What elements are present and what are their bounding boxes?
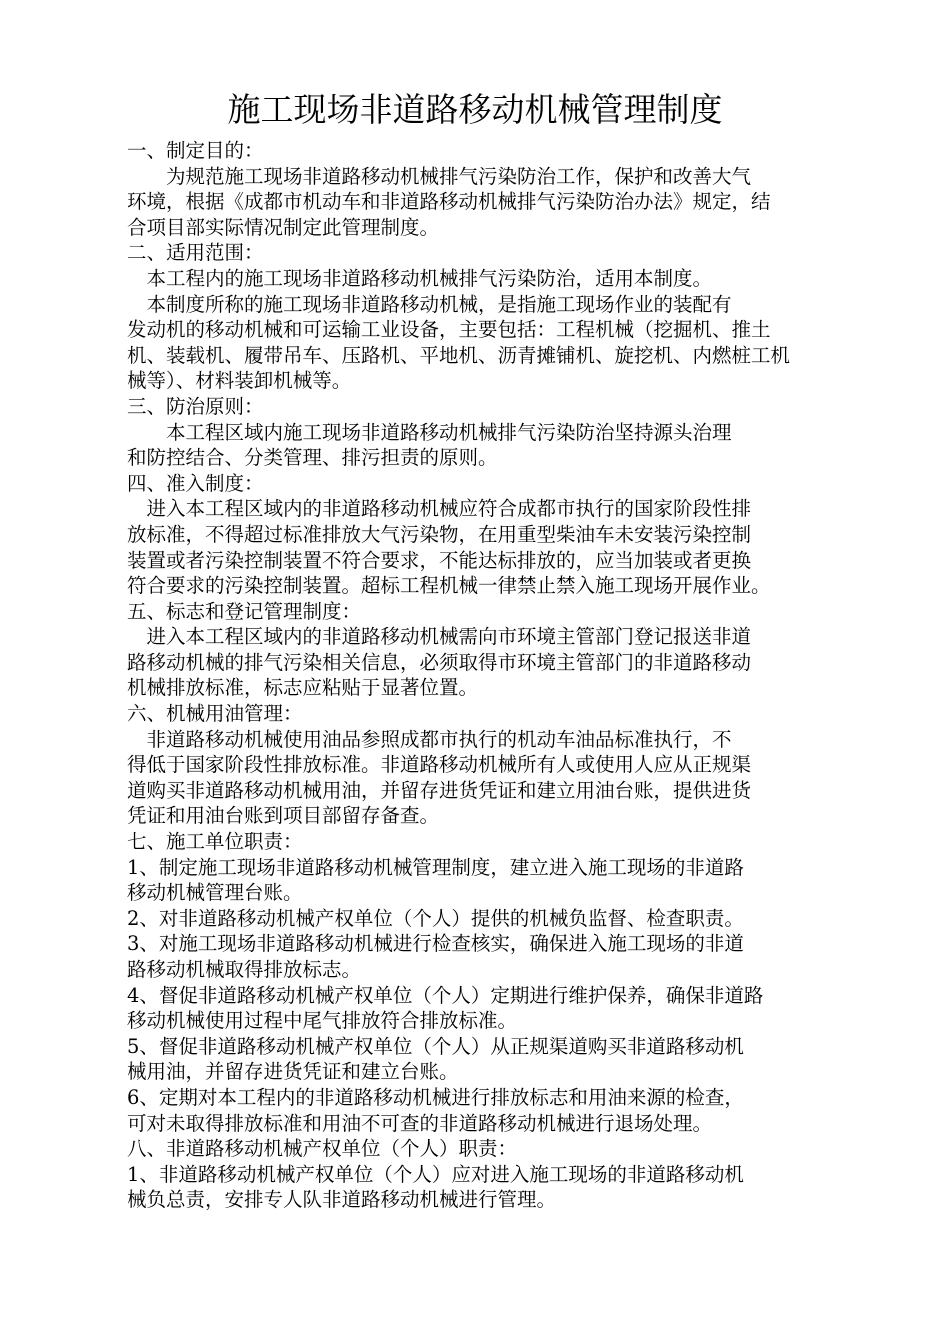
body-line: 凭证和用油台账到项目部留存备查。: [127, 804, 440, 828]
body-line: 5、督促非道路移动机械产权单位（个人）从正规渠道购买非道路移动机: [127, 1034, 744, 1058]
body-line: 1、制定施工现场非道路移动机械管理制度，建立进入施工现场的非道路: [127, 855, 744, 879]
body-line: 机、装载机、履带吊车、压路机、平地机、沥青摊铺机、旋挖机、内燃桩工机: [127, 343, 791, 367]
body-line: 械用油，并留存进货凭证和建立台账。: [127, 1060, 459, 1084]
body-line: 进入本工程区域内的非道路移动机械应符合成都市执行的国家阶段性排: [127, 497, 752, 521]
body-line: 路移动机械的排气污染相关信息，必须取得市环境主管部门的非道路移动: [127, 650, 752, 674]
body-line: 3、对施工现场非道路移动机械进行检查核实，确保进入施工现场的非道: [127, 932, 744, 956]
body-line: 本工程区域内施工现场非道路移动机械排气污染防治坚持源头治理: [127, 420, 732, 444]
body-line: 移动机械管理台账。: [127, 881, 303, 905]
body-line: 2、对非道路移动机械产权单位（个人）提供的机械负监督、检查职责。: [127, 906, 744, 930]
document-title: 施工现场非道路移动机械管理制度: [227, 90, 723, 129]
body-line: 二、适用范围：: [127, 241, 264, 265]
body-line: 发动机的移动机械和可运输工业设备，主要包括：工程机械（挖掘机、推土: [127, 318, 771, 342]
body-line: 三、防治原则：: [127, 394, 264, 418]
body-line: 放标准，不得超过标准排放大气污染物，在用重型柴油车未安装污染控制: [127, 522, 752, 546]
body-line: 为规范施工现场非道路移动机械排气污染防治工作，保护和改善大气: [127, 164, 752, 188]
body-line: 合项目部实际情况制定此管理制度。: [127, 215, 440, 239]
body-line: 6、定期对本工程内的非道路移动机械进行排放标志和用油来源的检查，: [127, 1085, 744, 1109]
body-line: 符合要求的污染控制装置。超标工程机械一律禁止禁入施工现场开展作业。: [127, 574, 771, 598]
document-body: [127, 138, 841, 1213]
body-line: 械负总责，安排专人队非道路移动机械进行管理。: [127, 1188, 557, 1212]
body-line: 路移动机械取得排放标志。: [127, 958, 362, 981]
body-line: 进入本工程区域内的非道路移动机械需向市环境主管部门登记报送非道: [127, 625, 752, 649]
body-line: 道购买非道路移动机械用油，并留存进货凭证和建立用油台账，提供进货: [127, 778, 752, 802]
body-line: 机械排放标准，标志应粘贴于显著位置。: [127, 676, 479, 700]
body-line: 本工程内的施工现场非道路移动机械排气污染防治，适用本制度。: [127, 266, 713, 290]
body-line: 可对未取得排放标准和用油不可查的非道路移动机械进行退场处理。: [127, 1111, 713, 1135]
body-line: 装置或者污染控制装置不符合要求，不能达标排放的，应当加装或者更换: [127, 548, 752, 572]
body-line: 环境，根据《成都市机动车和非道路移动机械排气污染防治办法》规定，结: [127, 190, 771, 214]
body-line: 非道路移动机械使用油品参照成都市执行的机动车油品标准执行，不: [127, 727, 732, 751]
body-line: 一、制定目的：: [127, 139, 264, 162]
body-line: 得低于国家阶段性排放标准。非道路移动机械所有人或使用人应从正规渠: [127, 753, 752, 777]
body-line: 四、准入制度：: [127, 471, 264, 495]
body-line: 和防控结合、分类管理、排污担责的原则。: [127, 446, 498, 470]
body-line: 七、施工单位职责：: [127, 830, 303, 854]
body-line: 五、标志和登记管理制度：: [127, 599, 362, 623]
body-line: 械等）、材料装卸机械等。: [127, 369, 352, 393]
body-line: 移动机械使用过程中尾气排放符合排放标准。: [127, 1009, 518, 1033]
body-line: 六、机械用油管理：: [127, 702, 303, 726]
body-line: 八、非道路移动机械产权单位（个人）职责：: [127, 1137, 518, 1161]
body-line: 1、非道路移动机械产权单位（个人）应对进入施工现场的非道路移动机: [127, 1162, 744, 1186]
body-line: 本制度所称的施工现场非道路移动机械，是指施工现场作业的装配有: [127, 292, 732, 316]
body-line: 4、督促非道路移动机械产权单位（个人）定期进行维护保养，确保非道路: [127, 983, 764, 1007]
